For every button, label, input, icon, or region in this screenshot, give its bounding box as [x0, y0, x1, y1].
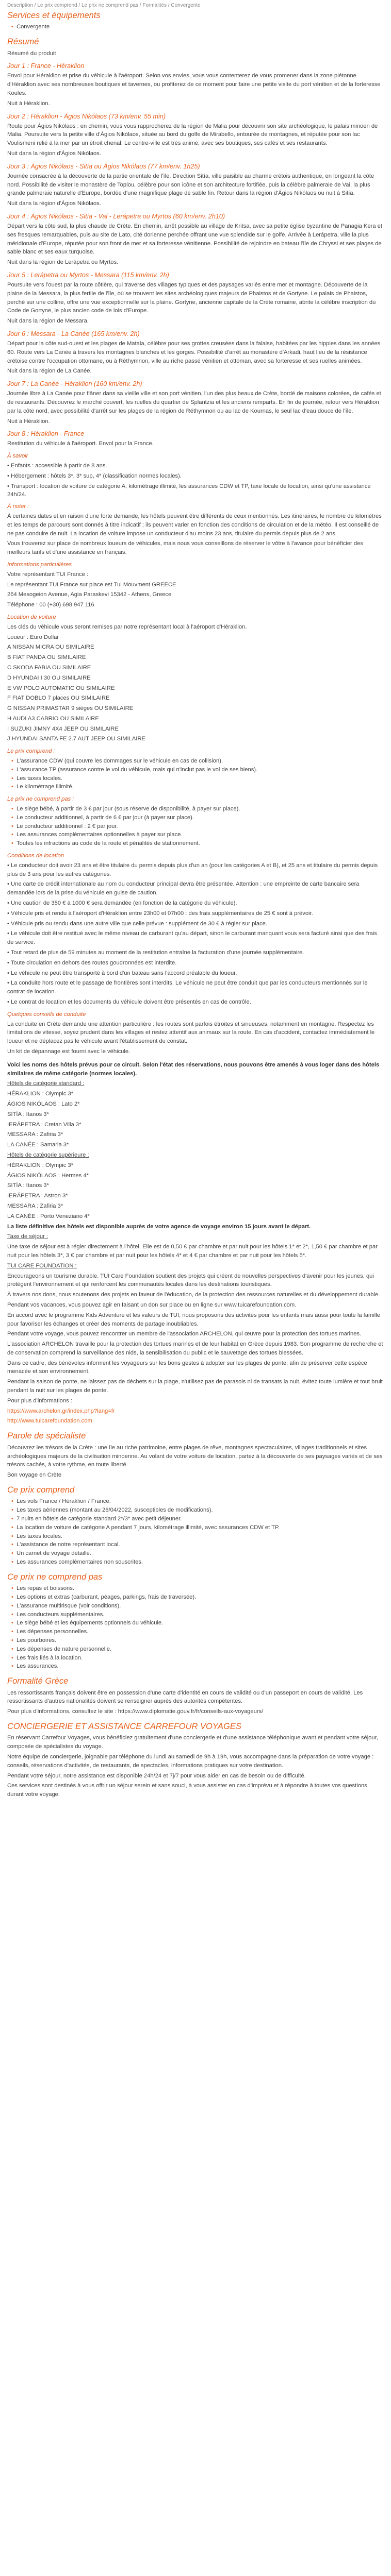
excluded-item: • Les assurances. — [17, 1662, 384, 1671]
day-paragraph: Poursuite vers l'ouest par la route côtière, qui traverse des villages typiques et des paysages variés entre mer et montagne. Découverte de la plaine de la Messara, la plus fertile de l'île, où se trouvent les sites archéologiques majeurs de Phaistos et de Gortyne. Le palais de Phaistos, perché sur une colline, offre une vue exceptionnelle sur la plaine. Gortyne, ancienne capitale de la Crète romaine, abrite la célèbre inscription du Code de Gortyne, le plus ancien code de lois d'Europe. — [7, 282, 376, 314]
day-paragraph: Nuit à Héraklion. — [7, 418, 50, 425]
hotel-line: ÁGIOS NIKÓLAOS : Lato 2* — [7, 1100, 80, 1107]
care-paragraph: En accord avec le programme Kids Adventure et les valeurs de TUI, nous proposons des activités pour les enfants mais aussi pour toute la famille pour favoriser les échanges et créer des moments de partage inoubliables. — [7, 1312, 381, 1327]
hotel-line: ÁGIOS NIKÓLAOS : Hermes 4* — [7, 1172, 89, 1179]
excluded-item: • Les dépenses de nature personnelle. — [17, 1645, 384, 1654]
day-paragraph: Nuit dans la région de Lerápetra ou Myrtos. — [7, 259, 119, 266]
accident-note: Un kit de dépannage est fourni avec le véhicule. — [7, 1048, 131, 1055]
care-paragraph: Pendant la saison de ponte, ne laissez pas de déchets sur la plage, n'utilisez pas de parasols ni de transats la nuit, évitez toute lumière et tout bruit pendant la nuit sur les plages de ponte. — [7, 1379, 383, 1394]
excluded-item: • Les repas et boissons. — [17, 1584, 384, 1593]
included-item: • Les taxes aériennes (montant au 26/04/2022, susceptibles de modifications). — [17, 1506, 384, 1515]
care-paragraph: À travers nos dons, nous soutenons des projets en faveur de l'éducation, de la protection des ressources naturelles et du développement durable. — [7, 1292, 380, 1298]
included-item: • Les taxes locales. — [17, 1532, 384, 1541]
included-item: • L'assistance de notre représentant local. — [17, 1540, 384, 1549]
day-title: Jour 7 : La Canée - Héraklion (160 km/env. 2h) — [7, 380, 142, 388]
formalites-text: Les ressortissants français doivent être en possession d'une carte d'identité en cours de validité ou d'un passeport en cours de validité. Les ressortissants d'autres nationalités doivent se renseigner auprès des autorités compétentes. — [7, 1689, 363, 1705]
excluded-item: • Les options et extras (carburant, péages, parkings, frais de traversée). — [17, 1593, 384, 1602]
formalites-text2: Pour plus d'informations, consultez le site : https://www.diplomatie.gouv.fr/fr/conseils-aux-voyageurs/ — [7, 1708, 264, 1715]
accident-text: La conduite en Crète demande une attention particulière : les routes sont parfois étroites et sinueuses, notamment en montagne. Respectez les limitations de vitesse, soyez prudent dans les villages et restez attentif aux animaux sur la route. En cas d'accident, contactez immédiatement le loueur et ne déplacez pas le véhicule avant l'établissement du constat. — [7, 1021, 375, 1045]
concierge-paragraph: Notre équipe de conciergerie, joignable par téléphone du lundi au samedi de 9h à 19h, vous accompagne dans la préparation de votre voyage : conseils, réservations d'activités, de restaurants, de spectacles, informations pratiques sur votre destination. — [7, 1753, 374, 1769]
hotels-sup-list — [7, 1161, 384, 1221]
prix-ne-comprend-list — [7, 805, 384, 848]
day-paragraph: Départ vers la côte sud, la plus chaude de Crète. En chemin, arrêt possible au village de Kritsa, avec sa petite église byzantine de Panagia Kera et ses fresques remarquables, puis au site de Lato, cité dorienne perchée offrant une vue splendide sur le golfe. Arrivée à Lerápetra, ville la plus méridionale d'Europe, réputée pour son front de mer et sa forteresse vénitienne. Possibilité de rejoindre en bateau l'île de Chryssi et ses plages de sable blanc et ses eaux turquoise. — [7, 223, 382, 256]
hotel-line: IERÁPETRA : Astron 3* — [7, 1193, 68, 1199]
condition-line: • Le conducteur doit avoir 23 ans et être titulaire du permis depuis plus d'un an (pour les catégories A et B), et 25 ans et titulaire du permis depuis plus de 3 ans pour les autres catégories. — [7, 862, 378, 877]
concierge-paragraph: Ces services sont destinés à vous offrir un séjour serein et sans souci, à vous assister en cas d'imprévu et à répondre à toutes vos questions durant votre voyage. — [7, 1783, 367, 1798]
taxe-title: Taxe de séjour : — [7, 1233, 48, 1240]
location-text: Les clés du véhicule vous seront remises par notre représentant local à l'aéroport d'Héraklion. — [7, 623, 247, 630]
hotels-std-title: Hôtels de catégorie standard : — [7, 1080, 85, 1087]
condition-line: • Le véhicule ne peut être transporté à bord d'un bateau sans l'accord préalable du loueur. — [7, 970, 237, 976]
day-paragraph: Envol pour Héraklion et prise du véhicule à l'aéroport. Selon vos envies, vous vous contenterez de vous promener dans la zone piétonne d'Héraklion avec ses nombreuses boutiques et tavernes, ou profiterez de ce moment pour faire une petite visite du port vénitien et de la forteresse Koules. — [7, 73, 381, 97]
condition-line: • Tout retard de plus de 59 minutes au moment de la restitution entraîne la facturation d'une journée supplémentaire. — [7, 950, 304, 956]
excluded-item: • Le siège bébé, à partir de 3 € par jour (sous réserve de disponibilité, à payer sur place). — [17, 805, 384, 814]
care-paragraph: L'association ARCHELON travaille pour la protection des tortues marines et de leur habitat en Grèce depuis 1983. Son programme de recherche et de conservation comprend la surveillance des nids, la sensibilisation du public et le sauvetage des tortues blessées. — [7, 1341, 383, 1356]
hotel-line: LA CANÉE : Porto Veneziano 4* — [7, 1213, 90, 1219]
hotel-line: IERÁPETRA : Cretan Villa 3* — [7, 1121, 82, 1128]
care-paras — [7, 1272, 384, 1310]
included-item: • 7 nuits en hôtels de catégorie standard 2*/3* avec petit déjeuner. — [17, 1515, 384, 1523]
day-paragraph: Nuit à Héraklion. — [7, 100, 50, 107]
included-item: • Le kilométrage illimité. — [17, 783, 384, 791]
external-link[interactable]: http://www.tuicarefoundation.com — [7, 1418, 92, 1425]
day-title: Jour 2 : Héraklion - Ágios Nikólaos (73 km/env. 55 min) — [7, 112, 166, 120]
hotels-sup-title: Hôtels de catégorie supérieure : — [7, 1151, 89, 1158]
info-line: Téléphone : 00 (+30) 698 947 116 — [7, 602, 94, 608]
parole-sign: Bon voyage en Crète — [7, 1472, 62, 1479]
accident-title: Quelques conseils de conduite — [7, 1011, 86, 1018]
external-link[interactable]: https://www.archelon.gr/index.php?lang=fr — [7, 1408, 115, 1414]
prix-comprend-title: Le prix comprend : — [7, 748, 55, 755]
care-links — [7, 1407, 384, 1426]
info-line: 264 Mesogeion Avenue, Agia Paraskevi 15342 - Athens, Greece — [7, 591, 172, 598]
day-title: Jour 3 : Ágios Nikólaos - Sitía ou Ágios Nikólaos (77 km/env. 1h25) — [7, 162, 200, 170]
day-paragraph: Route pour Ágios Nikólaos : en chemin, vous vous rapprocherez de la région de Malia pour découvrir son site archéologique, le palais minoen de Malia. Poursuite vers la petite ville d'Ágios Nikólaos, située au bord du golfe de Mirabello, entourée de montagnes, et réputée pour son lac Voulismeni relié à la mer par un étroit chenal. Le centre-ville est très animé, avec ses boutiques, ses cafés et ses restaurants. — [7, 123, 378, 147]
day-title: Jour 6 : Messara - La Canée (165 km/env. 2h) — [7, 330, 140, 337]
day-paragraph: Départ pour la côte sud-ouest et les plages de Matala, célèbre pour ses grottes creusées dans la falaise, habitées par les hippies dans les années 60. Route vers La Canée à travers les montagnes blanches et les gorges. Possibilité d'arrêt au monastère d'Arkadi, haut lieu de la résistance crétoise contre l'occupation ottomane, ou à Réthymnon, ville au riche passé vénitien et ottoman, avec sa forteresse et ses ruelles animées. — [7, 341, 381, 364]
day-paragraph: Restitution du véhicule à l'aéroport. Envol pour la France. — [7, 440, 154, 447]
breadcrumb: Description / Le prix comprend / Le prix ne comprend pas / Formalités / Convergente — [7, 3, 201, 8]
care-paras2 — [7, 1311, 384, 1395]
services-list — [7, 23, 384, 31]
avoir-note-title: À noter : — [7, 503, 29, 510]
cpnc-title: Ce prix ne comprend pas — [7, 1572, 103, 1582]
info-line: Le représentant TUI France sur place est Tui Mouvment GREECE — [7, 581, 176, 588]
hotel-line: HÉRAKLION : Olympic 3* — [7, 1162, 74, 1168]
concierge-paragraph: Pendant votre séjour, notre assistance est disponible 24h/24 et 7j/7 pour vous aider en cas de besoin ou de difficulté. — [7, 1772, 306, 1779]
day-title: Jour 5 : Lerápetra ou Myrtos - Messara (115 km/env. 2h) — [7, 272, 169, 279]
hotel-line: LA CANÉE : Samaria 3* — [7, 1142, 69, 1148]
care-links-title: Pour plus d'informations : — [7, 1397, 72, 1404]
resume-text: Résumé du produit — [7, 50, 56, 57]
condition-line: • Toute circulation en dehors des routes goudronnées est interdite. — [7, 959, 177, 966]
vehicle-category: G NISSAN PRIMASTAR 9 sièges OU SIMILAIRE — [7, 705, 134, 712]
parole-title: Parole de spécialiste — [7, 1431, 86, 1441]
vehicle-category: H AUDI A3 CABRIO OU SIMILAIRE — [7, 715, 99, 722]
vehicle-category: B FIAT PANDA OU SIMILAIRE — [7, 654, 86, 661]
care-paragraph: Dans ce cadre, des bénévoles informent les voyageurs sur les bons gestes à adopter sur les plages de ponte, afin de préserver cette espèce menacée et son environnement. — [7, 1360, 367, 1375]
formalites-title: Formalité Grèce — [7, 1676, 69, 1686]
cpc-list — [7, 1497, 384, 1566]
avoir-lines — [7, 462, 384, 499]
included-item: • L'assurance CDW (qui couvre les dommages sur le véhicule en cas de collision). — [17, 757, 384, 766]
resume-title: Résumé — [7, 37, 39, 47]
conditions-list — [7, 861, 384, 1007]
condition-line: • Le véhicule doit être restitué avec le même niveau de carburant qu'au départ, sinon le carburant manquant vous sera facturé ainsi que des frais de service. — [7, 930, 377, 946]
care-title: TUI CARE FOUNDATION : — [7, 1262, 77, 1269]
included-item: • La location de voiture de catégorie A pendant 7 jours, kilométrage illimité, avec assurances CDW et TP. — [17, 1523, 384, 1532]
vehicle-category: C SKODA FABIA OU SIMILAIRE — [7, 664, 91, 671]
excluded-item: • Toutes les infractions au code de la route et pénalités de stationnement. — [17, 839, 384, 848]
day-paragraph: Journée libre à La Canée pour flâner dans sa vieille ville et son port vénitien, l'un des plus beaux de Crète, bordé de maisons colorées, de cafés et de restaurants. Découvrez le marché couvert, les ruelles du quartier de Splantzia et les anciens remparts. En fin de journée, retour vers Héraklion par la côte nord, avec possibilité d'arrêt sur les plages de la région de Réthymnon ou au lac de Kournas, le seul lac d'eau douce de l'île. — [7, 391, 381, 414]
avoir-line: • Enfants : accessible à partir de 8 ans. — [7, 462, 107, 469]
service-item: • Convergente — [17, 23, 384, 31]
care-paragraph: Pendant votre voyage, vous pouvez rencontrer un membre de l'association ARCHELON, qui œuvre pour la protection des tortues marines. — [7, 1331, 362, 1337]
included-item: • Les vols France / Héraklion / France. — [17, 1497, 384, 1506]
hotels-note: La liste définitive des hôtels est disponible auprès de votre agence de voyage environ 15 jours avant le départ. — [7, 1223, 311, 1230]
location-title: Location de voiture — [7, 614, 56, 620]
condition-line: • Une caution de 350 € à 1000 € sera demandée (en fonction de la catégorie du véhicule). — [7, 900, 237, 907]
condition-line: • Véhicule pris ou rendu dans une autre ville que celle prévue : supplément de 30 € à régler sur place. — [7, 920, 267, 927]
hotel-line: MESSARA : Zafiria 3* — [7, 1131, 63, 1138]
day-paragraph: Nuit dans la région d'Ágios Nikólaos. — [7, 200, 101, 207]
concierge-title: CONCIERGERIE ET ASSISTANCE CARREFOUR VOYAGES — [7, 1721, 241, 1731]
prix-comprend-list — [7, 757, 384, 791]
cpc-title: Ce prix comprend — [7, 1485, 75, 1495]
care-paragraph: Pendant vos vacances, vous pouvez agir en faisant un don sur place ou en ligne sur www.tuicarefoundation.com. — [7, 1301, 297, 1308]
vehicle-category: D HYUNDAI I 30 OU SIMILAIRE — [7, 674, 91, 681]
vehicle-category: E VW POLO AUTOMATIC OU SIMILAIRE — [7, 685, 115, 691]
excluded-item: • Le conducteur additionnel : 2 € par jour. — [17, 822, 384, 831]
itinerary — [7, 62, 384, 448]
excluded-item: • L'assurance multirisque (voir conditions). — [17, 1602, 384, 1611]
avoir-line: • Transport : location de voiture de catégorie A, kilométrage illimité, les assurances CDW et TP, taxe locale de location, ainsi qu'une assistance 24h/24. — [7, 483, 371, 498]
hotels-std-list — [7, 1090, 384, 1149]
included-item: • Les taxes locales. — [17, 774, 384, 783]
vehicle-category: A NISSAN MICRA OU SIMILAIRE — [7, 644, 94, 651]
day-title: Jour 1 : France - Héraklion — [7, 62, 85, 70]
vehicle-category: I SUZUKI JIMNY 4X4 JEEP OU SIMILAIRE — [7, 725, 119, 732]
infos-lines — [7, 570, 384, 609]
day-title: Jour 4 : Ágios Nikólaos - Sitía - Val - Lerápetra ou Myrtos (60 km/env. 2h10) — [7, 213, 225, 221]
infos-title: Informations particulières — [7, 561, 72, 568]
avoir-line: • Hébergement : hôtels 3*, 3* sup, 4* (classification normes locales). — [7, 472, 182, 479]
services-title: Services et équipements — [7, 11, 101, 20]
day-paragraph: Journée consacrée à la découverte de la partie orientale de l'île. Direction Sitía, ville paisible au charme crétois authentique, en longeant la côte nord. Possibilité de visiter le monastère de Toplou, célèbre pour son icône et son architecture fortifiée, puis la célèbre palmeraie de Vai, la plus grande palmeraie naturelle d'Europe, bordée d'une magnifique plage de sable fin. Retour dans la région d'Ágios Nikólaos ou nuit à Sitía. — [7, 173, 374, 197]
day-paragraph: Nuit dans la région d'Ágios Nikólaos. — [7, 150, 101, 157]
day-paragraph: Nuit dans la région de La Canée. — [7, 368, 92, 375]
condition-line: • Une carte de crédit internationale au nom du conducteur principal devra être présentée. Attention : une empreinte de carte bancaire sera demandée lors de la prise du véhicule en guise de caution. — [7, 881, 360, 896]
avoir-title: À savoir — [7, 453, 28, 460]
hotel-line: MESSARA : Zafiria 3* — [7, 1202, 63, 1209]
vehicle-category: J HYUNDAI SANTA FE 2.7 AUT JEEP OU SIMILAIRE — [7, 736, 145, 742]
hotel-line: SITÍA : Itanos 3* — [7, 1111, 49, 1117]
conditions-title: Conditions de location — [7, 853, 64, 859]
parole-text: Découvrez les trésors de la Crète : une île au riche patrimoine, entre plages de rêve, montagnes spectaculaires, villages traditionnels et sites archéologiques majeurs de la civilisation minoenne. Au volant de votre voiture de location, partez à la découverte de ses paysages variés et de ses trésors cachés, à votre rythme, en toute liberté. — [7, 1444, 383, 1468]
included-item: • Un carnet de voyage détaillé. — [17, 1549, 384, 1558]
excluded-item: • Les conducteurs supplémentaires. — [17, 1611, 384, 1619]
condition-line: • La conduite hors route et le passage de frontières sont interdits. Le véhicule ne peut être conduit que par les conducteurs mentionnés sur le contrat de location. — [7, 980, 368, 995]
included-item: • L'assurance TP (assurance contre le vol du véhicule, mais qui n'inclut pas le vol de ses biens). — [17, 766, 384, 774]
condition-line: • Le contrat de location et les documents du véhicule doivent être présentés en cas de contrôle. — [7, 999, 251, 1005]
hotel-line: HÉRAKLION : Olympic 3* — [7, 1091, 74, 1097]
hotel-line: SITÍA : Itanos 3* — [7, 1182, 49, 1189]
cpnc-list — [7, 1584, 384, 1671]
avoir-note2: Vous trouverez sur place de nombreux loueurs de véhicules, mais nous vous conseillons de réserver le vôtre à l'avance pour bénéficier des meilleurs tarifs et d'une assistance en français. — [7, 540, 363, 556]
taxe-text: Une taxe de séjour est à régler directement à l'hôtel. Elle est de 0,50 € par chambre et par nuit pour les hôtels 1* et 2*, 1,50 € par chambre et par nuit pour les hôtels 3*, 3 € par chambre et par nuit pour les hôtels 4* et 4 € par chambre et par nuit pour les hôtels 5*. — [7, 1244, 378, 1259]
day-title: Jour 8 : Héraklion - France — [7, 430, 85, 438]
concierge-paragraph: En réservant Carrefour Voyages, vous bénéficiez gratuitement d'une conciergerie et d'une assistance téléphonique avant et pendant votre séjour, composée de spécialistes du voyage. — [7, 1735, 378, 1750]
excluded-item: • Le siège bébé et les équipements optionnels du véhicule. — [17, 1619, 384, 1628]
excluded-item: • Les assurances complémentaires optionnelles à payer sur place. — [17, 831, 384, 839]
excluded-item: • Les pourboires. — [17, 1636, 384, 1645]
avoir-note: À certaines dates et en raison d'une forte demande, les hôtels peuvent être différents de ceux mentionnés. Les itinéraires, le nombre de kilomètres et les temps de parcours sont donnés à titre indicatif ; ils peuvent varier en fonction des conditions de circulation et de la météo. Il est conseillé de ne pas conduire de nuit. La location de voiture impose un conducteur d'au moins 23 ans, titulaire du permis depuis plus de 2 ans. — [7, 513, 382, 537]
prix-ne-comprend-title: Le prix ne comprend pas : — [7, 796, 74, 803]
hotels-intro: Voici les noms des hôtels prévus pour ce circuit. Selon l'état des réservations, nous pouvons être amenés à vous loger dans des hôtels similaires de même catégorie (normes locales). — [7, 1061, 380, 1077]
condition-line: • Véhicule pris et rendu à l'aéroport d'Héraklion entre 23h00 et 07h00 : des frais supplémentaires de 25 € sont à prévoir. — [7, 910, 313, 917]
concierge-paras — [7, 1734, 384, 1799]
info-line: Votre représentant TUI France : — [7, 571, 89, 578]
day-paragraph: Nuit dans la région de Messara. — [7, 318, 89, 325]
excluded-item: • Le conducteur additionnel, à partir de 6 € par jour (à payer sur place). — [17, 814, 384, 822]
excluded-item: • Les dépenses personnelles. — [17, 1628, 384, 1636]
care-paragraph: Encourageons un tourisme durable. TUI Care Foundation soutient des projets qui créent de nouvelles perspectives d'avenir pour les jeunes, qui protègent l'environnement et qui renforcent les communautés locales dans les destinations touristiques. — [7, 1273, 374, 1288]
location-loueur: Loueur : Euro Dollar — [7, 634, 59, 640]
excluded-item: • Les frais liés à la location. — [17, 1654, 384, 1663]
vehicle-categories — [7, 643, 384, 743]
included-item: • Les assurances complémentaires non souscrites. — [17, 1558, 384, 1567]
vehicle-category: F FIAT DOBLO 7 places OU SIMILAIRE — [7, 695, 110, 702]
